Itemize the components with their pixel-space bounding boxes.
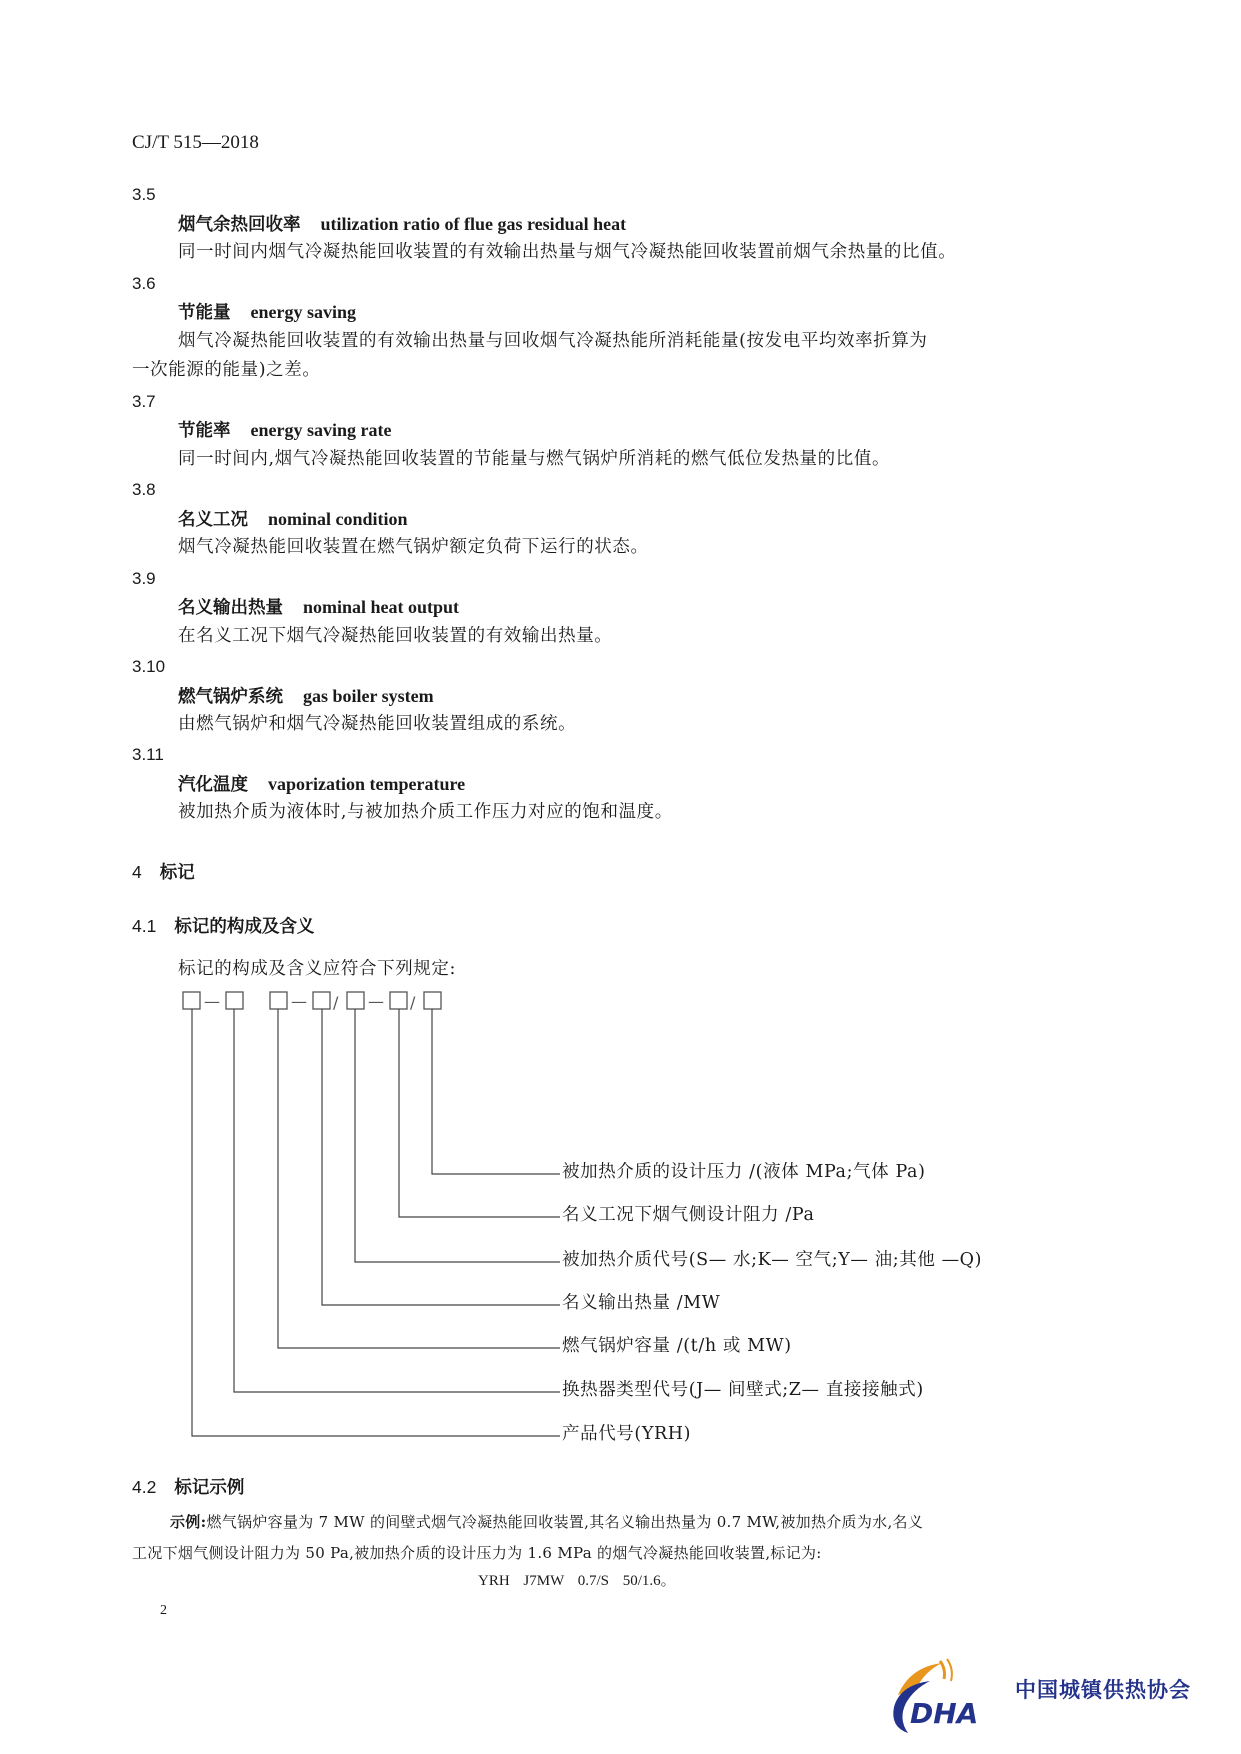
term-definition: 由燃气锅炉和烟气冷凝热能回收装置组成的系统。	[178, 714, 577, 734]
term-definition: 烟气冷凝热能回收装置的有效输出热量与回收烟气冷凝热能所消耗能量(按发电平均效率折算为	[178, 331, 928, 351]
term-en: energy saving	[250, 302, 356, 322]
clause-number: 3.8	[132, 480, 156, 499]
term-zh: 燃气锅炉系统	[178, 687, 283, 707]
term-definition: 同一时间内,烟气冷凝热能回收装置的节能量与燃气锅炉所消耗的燃气低位发热量的比值。	[178, 449, 891, 469]
term-definition-continued: 一次能源的能量)之差。	[132, 360, 321, 380]
term-en: nominal heat output	[303, 597, 460, 617]
diagram-label-medium-code: 被加热介质代号(S— 水;K— 空气;Y— 油;其他 —Q)	[562, 1250, 983, 1270]
logo-swoosh-icon	[898, 1663, 942, 1695]
logo-wave-icon	[940, 1661, 945, 1679]
clause-number: 3.5	[132, 185, 156, 204]
example-marking-code: YRH J7MW 0.7/S 50/1.6。	[478, 1573, 676, 1589]
term-definition: 同一时间内烟气冷凝热能回收装置的有效输出热量与烟气冷凝热能回收装置前烟气余热量的比值。	[178, 242, 957, 262]
leader-line-flue-resistance	[399, 1009, 560, 1217]
dha-logo-icon	[880, 1655, 1020, 1740]
logo-wave-icon	[947, 1659, 952, 1681]
clause-number: 3.6	[132, 274, 156, 293]
leader-line-exchanger-type	[234, 1009, 560, 1392]
marking-intro: 标记的构成及含义应符合下列规定:	[178, 959, 456, 979]
section-number: 4	[132, 862, 142, 882]
diagram-label-design-pressure: 被加热介质的设计压力 /(液体 MPa;气体 Pa)	[562, 1162, 926, 1182]
term-zh: 汽化温度	[178, 775, 248, 795]
leader-line-design-pressure	[432, 1009, 560, 1174]
term-zh: 节能率	[178, 421, 231, 441]
diagram-label-exchanger-type: 换热器类型代号(J— 间壁式;Z— 直接接触式)	[562, 1380, 924, 1400]
example-line-2: 工况下烟气侧设计阻力为 50 Pa,被加热介质的设计压力为 1.6 MPa 的烟气冷凝热能回收装置,标记为:	[132, 1544, 822, 1562]
diagram-label-heat-output: 名义输出热量 /MW	[562, 1293, 721, 1313]
code-box-heat-output	[313, 992, 330, 1009]
term-zh: 节能量	[178, 303, 231, 323]
separator-dash: —	[291, 992, 307, 1011]
section-title: 标记	[159, 863, 195, 883]
subsection-title: 标记的构成及含义	[174, 917, 315, 937]
diagram-label-boiler-capacity: 燃气锅炉容量 /(t/h 或 MW)	[562, 1336, 792, 1356]
separator-slash: /	[410, 993, 416, 1012]
example-line-1	[170, 1515, 923, 1530]
subsection-title: 标记示例	[174, 1478, 245, 1498]
document-code: CJ/T 515—2018	[132, 132, 259, 153]
code-box-flue-resistance	[390, 992, 407, 1009]
clause-number: 3.9	[132, 569, 156, 588]
logo-org-name: 中国城镇供热协会	[1015, 1678, 1191, 1702]
code-box-medium-code	[347, 992, 364, 1009]
clause-number: 3.10	[132, 657, 166, 676]
diagram-label-product-code: 产品代号(YRH)	[562, 1424, 692, 1444]
clause-number: 3.11	[132, 745, 164, 764]
subsection-heading	[132, 1479, 244, 1498]
term-zh: 烟气余热回收率	[178, 215, 301, 235]
logo-mark-text: DHA	[910, 1697, 979, 1730]
term-en: vaporization temperature	[268, 774, 466, 794]
example-prefix: 示例:	[170, 1513, 207, 1531]
term-zh: 名义输出热量	[178, 598, 283, 618]
term-zh: 名义工况	[178, 510, 248, 530]
term-en: utilization ratio of flue gas residual heat	[320, 214, 627, 234]
term-definition: 被加热介质为液体时,与被加热介质工作压力对应的饱和温度。	[178, 802, 673, 822]
subsection-number: 4.1	[132, 916, 157, 936]
clause-number: 3.7	[132, 392, 156, 411]
leader-line-boiler-capacity	[278, 1009, 560, 1348]
code-box-design-pressure	[424, 992, 441, 1009]
subsection-number: 4.2	[132, 1477, 157, 1497]
page-number: 2	[160, 1603, 167, 1618]
separator-dash: —	[204, 992, 220, 1011]
code-box-exchanger-type	[226, 992, 243, 1009]
separator-dash: —	[368, 992, 384, 1011]
term-en: gas boiler system	[303, 686, 434, 706]
leader-line-product	[192, 1009, 560, 1436]
term-en: nominal condition	[268, 509, 408, 529]
term-definition: 烟气冷凝热能回收装置在燃气锅炉额定负荷下运行的状态。	[178, 537, 649, 557]
code-box-product	[183, 992, 200, 1009]
term-en: energy saving rate	[250, 420, 392, 440]
separator-slash: /	[333, 993, 339, 1012]
example-text: 燃气锅炉容量为 7 MW 的间壁式烟气冷凝热能回收装置,其名义输出热量为 0.7 MW,被加热介质为水,名义	[206, 1513, 924, 1531]
diagram-label-flue-resistance: 名义工况下烟气侧设计阻力 /Pa	[562, 1205, 815, 1225]
code-box-boiler-capacity	[270, 992, 287, 1009]
leader-line-medium-code	[355, 1009, 560, 1262]
leader-line-heat-output	[322, 1009, 560, 1305]
term-definition: 在名义工况下烟气冷凝热能回收装置的有效输出热量。	[178, 626, 613, 646]
